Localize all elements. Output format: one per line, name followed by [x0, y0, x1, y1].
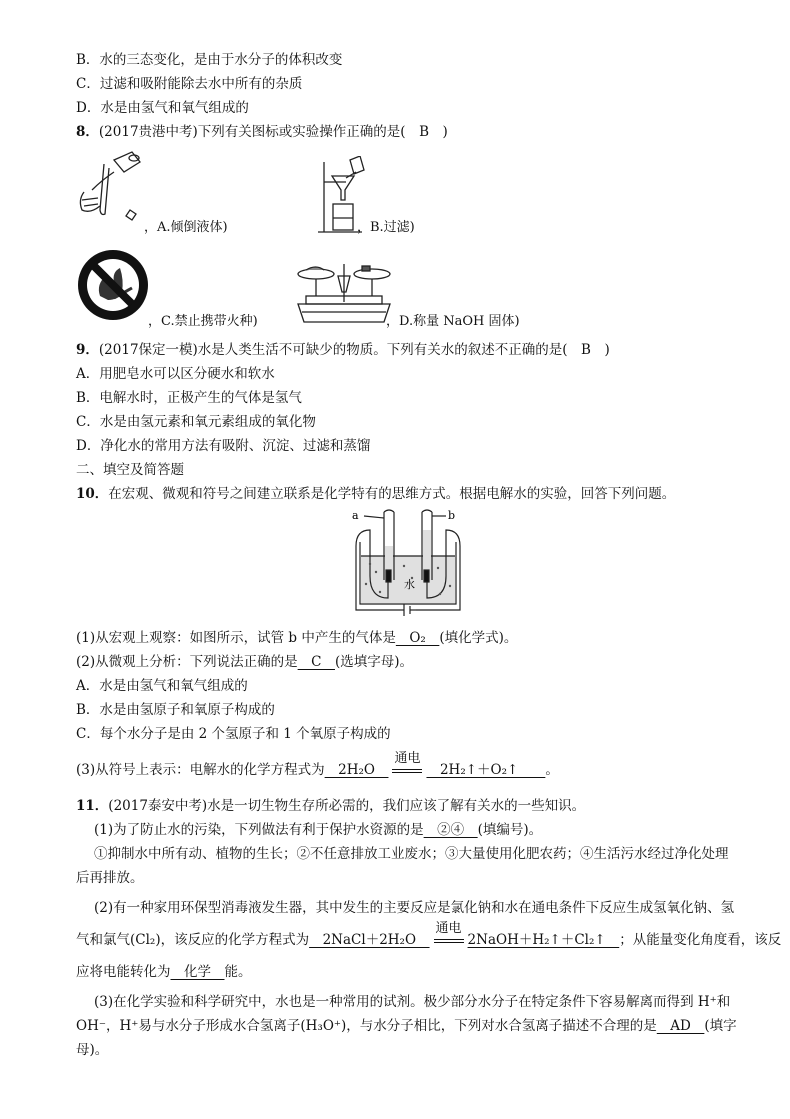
q9-stem	[76, 340, 610, 360]
reaction-condition	[392, 750, 422, 781]
q10-option-b: B．水是由氢原子和氧原子构成的	[76, 702, 275, 718]
section-heading: 二、填空及简答题	[76, 462, 184, 478]
q10-p1-answer: O₂	[395, 630, 440, 646]
condition-label: 通电	[394, 750, 421, 766]
q11-p3-text: OH⁻，H⁺易与水分子形成水合氢离子(H₃O⁺)，与水分子相比，下列对水合氢离子描述不合理的是	[76, 1018, 657, 1034]
q10-part1	[76, 628, 517, 648]
electrolysis-figure	[350, 506, 466, 618]
q11-p2-text: 气和氯气(Cl₂)，该反应的化学方程式为	[76, 932, 310, 948]
q11-p3-answer: AD	[656, 1018, 705, 1034]
q11-p2-suffix: ；从能量变化角度看，该反	[619, 932, 782, 948]
q9-number: 9．	[76, 342, 99, 358]
tube-b-label: b	[448, 509, 456, 522]
q11-p1-answer: ②④	[423, 822, 478, 838]
q11-p2-answer: 化学	[170, 964, 225, 980]
tube-a-label: a	[352, 509, 359, 522]
fig-d-caption: ，D.称量 NaOH 固体)	[386, 314, 520, 329]
q8-number: 8．	[76, 124, 99, 140]
q10-p2-text: (2)从微观上分析：下列说法正确的是	[76, 654, 298, 670]
reaction-condition-2	[434, 920, 464, 951]
q10-p3-suffix: 。	[545, 762, 559, 778]
q10-option-c: C．每个水分子是由 2 个氢原子和 1 个氧原子构成的	[76, 726, 391, 742]
q7-option-b: B．水的三态变化，是由于水分子的体积改变	[76, 52, 343, 68]
q11-p2-l3-suffix: 能。	[224, 964, 252, 980]
q10-p3-text: (3)从符号上表示：电解水的化学方程式为	[76, 762, 325, 778]
q10-p3-rhs: 2H₂↑＋O₂↑	[426, 762, 546, 778]
q9-option-c: C．水是由氢元素和氧元素组成的氧化物	[76, 414, 316, 430]
no-fire-sign-figure	[74, 246, 152, 324]
q11-p1-text: (1)为了防止水的污染，下列做法有利于保护水资源的是	[94, 822, 424, 838]
q10-number: 10．	[76, 486, 109, 502]
q11-p2-rhs: 2NaOH＋H₂↑＋Cl₂↑	[467, 932, 620, 948]
q10-stem-text: 在宏观、微观和符号之间建立联系是化学特有的思维方式。根据电解水的实验，回答下列问题。	[108, 486, 676, 502]
q11-stem	[76, 796, 585, 816]
q11-p1-options-cont: 后再排放。	[76, 870, 144, 886]
q10-p2-suffix: (选填字母)。	[334, 654, 414, 670]
q7-option-d: D．水是由氢气和氧气组成的	[76, 100, 249, 116]
q10-option-a: A．水是由氢气和氧气组成的	[76, 678, 248, 694]
fig-c-caption: ，C.禁止携带火种)	[148, 314, 258, 329]
balance-figure	[294, 262, 394, 326]
q11-stem-text: (2017泰安中考)水是一切生物生存所必需的，我们应该了解有关水的一些知识。	[108, 798, 586, 814]
q9-stem-text: (2017保定一模)水是人类生活不可缺少的物质。下列有关水的叙述不正确的是( B )	[98, 342, 610, 358]
fig-b-caption: ，B.过滤)	[357, 220, 415, 235]
q9-option-d: D．净化水的常用方法有吸附、沉淀、过滤和蒸馏	[76, 438, 371, 454]
q11-p3-line3: 母)。	[76, 1042, 109, 1058]
q11-part1	[94, 820, 542, 840]
q11-p1-suffix: (填编号)。	[477, 822, 543, 838]
q11-p3-suffix: (填字	[704, 1018, 737, 1034]
q7-option-c: C．过滤和吸附能除去水中所有的杂质	[76, 76, 303, 92]
q11-number: 11．	[76, 798, 109, 814]
pour-liquid-figure	[74, 150, 154, 230]
water-label: 水	[404, 578, 415, 591]
q11-p2-lhs: 2NaCl＋2H₂O	[309, 932, 430, 948]
q8-stem-text: (2017贵港中考)下列有关图标或实验操作正确的是( B )	[98, 124, 448, 140]
q10-p2-answer: C	[297, 654, 335, 670]
q10-stem	[76, 484, 675, 504]
q10-part2	[76, 652, 413, 672]
q11-p3-line2	[76, 1016, 737, 1036]
q10-p1-suffix: (填化学式)。	[439, 630, 518, 646]
q10-p1-text: (1)从宏观上观察：如图所示，试管 b 中产生的气体是	[76, 630, 396, 646]
fig-a-caption: ，A.倾倒液体)	[144, 220, 228, 235]
q11-p2-line1: (2)有一种家用环保型消毒液发生器，其中发生的主要反应是氯化钠和水在通电条件下反应生成氢氧化钠、氢	[94, 900, 735, 916]
q11-p1-options: ①抑制水中所有动、植物的生长；②不任意排放工业废水；③大量使用化肥农药；④生活污水经过净化处理	[94, 846, 729, 862]
q8-stem	[76, 122, 448, 142]
q11-p3-line1: (3)在化学实验和科学研究中，水也是一种常用的试剂。极少部分水分子在特定条件下容易解离而得到 H⁺和	[94, 994, 731, 1010]
condition-label-2: 通电	[435, 920, 462, 936]
q10-p3-lhs: 2H₂O	[324, 762, 389, 778]
q11-p2-l3-text: 应将电能转化为	[76, 964, 171, 980]
q11-p2-line2	[76, 920, 782, 951]
q11-p2-line3	[76, 962, 252, 982]
q10-part3	[76, 750, 559, 781]
q9-option-b: B．电解水时，正极产生的气体是氢气	[76, 390, 302, 406]
q9-option-a: A．用肥皂水可以区分硬水和软水	[76, 366, 275, 382]
